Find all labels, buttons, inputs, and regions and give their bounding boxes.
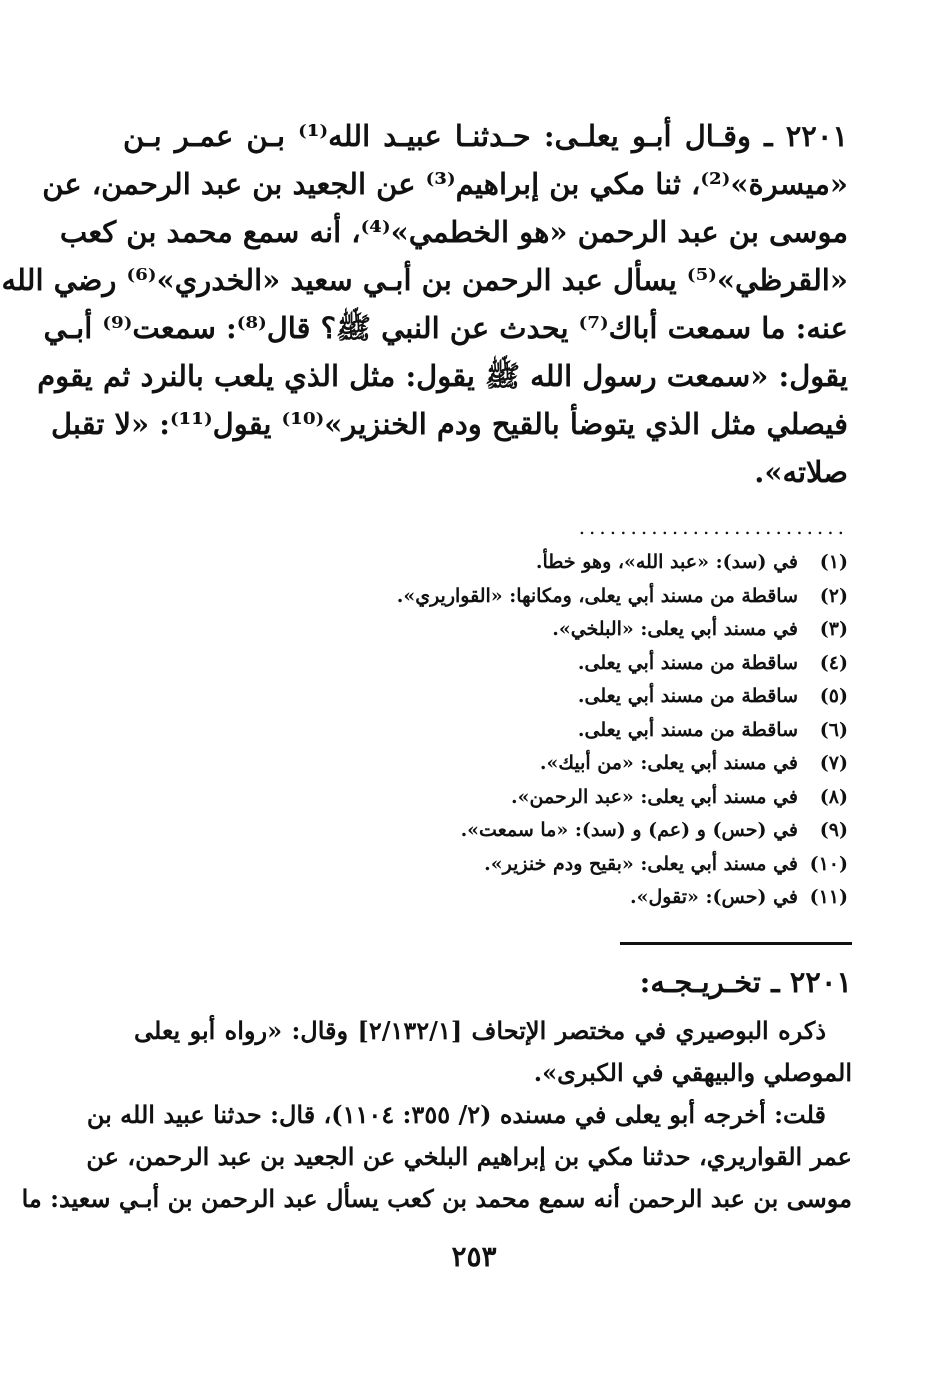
footnote-number: (٤) [819, 651, 848, 674]
footnote-item [123, 714, 848, 748]
footnote-number: (٥) [819, 685, 848, 707]
footnote-text: في (حس): «تقول». [630, 886, 798, 908]
footnote-item [123, 848, 848, 882]
footnote-number: (١١) [809, 886, 848, 908]
footnote-item [123, 680, 848, 714]
footnotes-list [123, 546, 848, 915]
takhrij-line: قلت: أخرجه أبو يعلى في مسنده (٢/ ٣٥٥: ١١٠٤)، قال: حدثنا عبيد الله بن [86, 1100, 826, 1129]
footnote-item [123, 613, 848, 647]
footnote-text: في (سد): «عبد الله»، وهو خطأ. [535, 551, 798, 573]
takhrij-text [21, 1010, 852, 1220]
footnote-item [123, 747, 848, 781]
hadith-line: يقول: «سمعت رسول الله ﷺ يقول: مثل الذي يلعب بالنرد ثم يقوم [37, 359, 848, 393]
footnote-item [123, 814, 848, 848]
page-number: ٢٥٣ [451, 1240, 497, 1273]
hadith-line: «ميسرة»⁽²⁾، ثنا مكي بن إبراهيم⁽³⁾ عن الجعيد بن عبد الرحمن، عن [42, 167, 848, 201]
footnote-text: ساقطة من مسند أبي يعلى. [577, 685, 798, 707]
footnote-text: ساقطة من مسند أبي يعلى. [577, 718, 798, 741]
section-separator-line [620, 942, 852, 945]
takhrij-heading: ٢٢٠١ ـ تخـريـجـه: [639, 965, 852, 999]
hadith-line: صلاته». [754, 455, 848, 489]
footnote-text: في مسند أبي يعلى: «من أبيك». [539, 752, 798, 774]
footnote-number: (٨) [819, 785, 848, 808]
hadith-line: عنه: ما سمعت أباك⁽⁷⁾ يحدث عن النبي ﷺ؟ قال⁽⁸⁾: سمعت⁽⁹⁾ أبـي [43, 311, 848, 345]
footnote-number: (١٠) [809, 852, 848, 875]
footnote-item [123, 781, 848, 815]
takhrij-line: عمر القواريري، حدثنا مكي بن إبراهيم البلخي عن الجعيد بن عبد الرحمن، عن [86, 1142, 852, 1171]
footnote-text: ساقطة من مسند أبي يعلى، ومكانها: «القواريري». [396, 584, 798, 607]
hadith-line: فيصلي مثل الذي يتوضأ بالقيح ودم الخنزير»⁽¹⁰⁾ يقول⁽¹¹⁾: «لا تقبل [50, 407, 848, 441]
footnote-item [123, 881, 848, 915]
footnote-item [123, 580, 848, 614]
footnote-text: في مسند أبي يعلى: «البلخي». [552, 618, 798, 640]
footnote-text: في مسند أبي يعلى: «بقيح ودم خنزير». [484, 852, 798, 875]
takhrij-line: ذكره البوصيري في مختصر الإتحاف [٢/١٣٢/١] وقال: «رواه أبو يعلى [134, 1016, 827, 1045]
hadith-line: ٢٢٠١ ـ وقـال أبـو يعلـى: حـدثنـا عبيـد الله⁽¹⁾ بـن عمـر بـن [123, 119, 848, 153]
hadith-text [1, 112, 848, 496]
footnote-divider-dots: .......................... [578, 515, 848, 539]
footnote-item [123, 546, 848, 580]
hadith-line: موسى بن عبد الرحمن «هو الخطمي»⁽⁴⁾، أنه سمع محمد بن كعب [59, 215, 848, 249]
footnote-item [123, 647, 848, 681]
hadith-line: «القرظي»⁽⁵⁾ يسأل عبد الرحمن بن أبـي سعيد «الخدري»⁽⁶⁾ رضي الله [1, 263, 848, 297]
takhrij-line: الموصلي والبيهقي في الكبرى». [533, 1058, 852, 1087]
footnote-number: (١) [819, 551, 848, 573]
takhrij-line: موسى بن عبد الرحمن أنه سمع محمد بن كعب يسأل عبد الرحمن بن أبـي سعيد: ما [21, 1184, 852, 1213]
footnote-text: في (حس) و (عم) و (سد): «ما سمعت». [460, 819, 798, 841]
footnote-text: في مسند أبي يعلى: «عبد الرحمن». [511, 785, 798, 808]
footnote-number: (٦) [819, 718, 848, 741]
footnote-number: (٩) [819, 819, 848, 841]
footnote-number: (٣) [819, 618, 848, 640]
footnote-number: (٧) [819, 752, 848, 774]
footnote-number: (٢) [819, 584, 848, 607]
footnote-text: ساقطة من مسند أبي يعلى. [577, 651, 798, 674]
